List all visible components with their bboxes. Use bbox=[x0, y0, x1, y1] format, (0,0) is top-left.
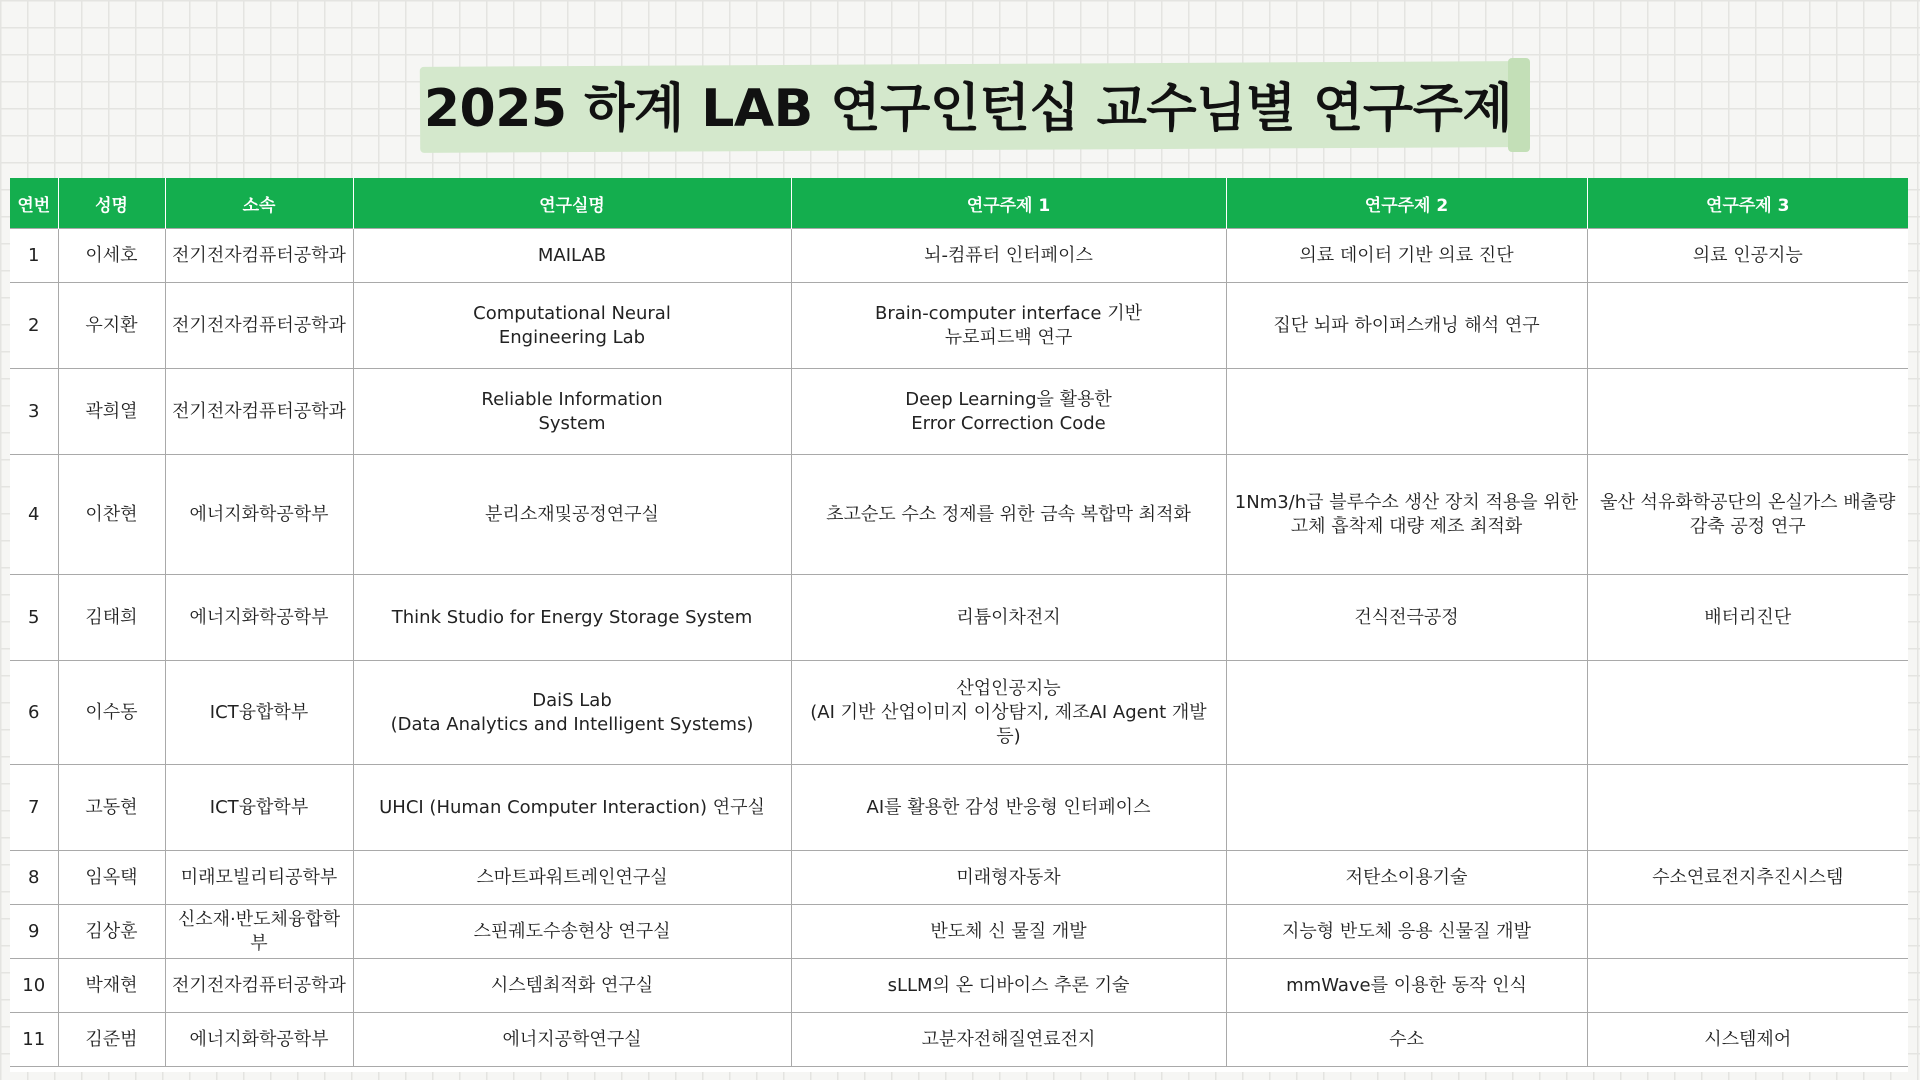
cell-topic-2: 집단 뇌파 하이퍼스캐닝 해석 연구 bbox=[1226, 283, 1587, 369]
cell-department: 전기전자컴퓨터공학과 bbox=[165, 229, 353, 283]
cell-name: 김태희 bbox=[58, 575, 165, 661]
header-lab-name: 연구실명 bbox=[353, 178, 791, 229]
cell-topic-2: 수소 bbox=[1226, 1013, 1587, 1067]
cell-name: 고동현 bbox=[58, 765, 165, 851]
header-topic-1: 연구주제 1 bbox=[791, 178, 1226, 229]
header-topic-3: 연구주제 3 bbox=[1587, 178, 1908, 229]
cell-topic-3: 울산 석유화학공단의 온실가스 배출량 감축 공정 연구 bbox=[1587, 455, 1908, 575]
cell-number: 11 bbox=[10, 1013, 58, 1067]
cell-name: 김상훈 bbox=[58, 905, 165, 959]
cell-number: 6 bbox=[10, 661, 58, 765]
cell-number: 3 bbox=[10, 369, 58, 455]
table-row bbox=[10, 959, 1908, 1013]
cell-topic-1: Brain-computer interface 기반 뉴로피드백 연구 bbox=[791, 283, 1226, 369]
cell-topic-3: 의료 인공지능 bbox=[1587, 229, 1908, 283]
cell-topic-3 bbox=[1587, 905, 1908, 959]
cell-topic-3 bbox=[1587, 369, 1908, 455]
cell-number: 1 bbox=[10, 229, 58, 283]
cell-lab-name: 스핀궤도수송현상 연구실 bbox=[353, 905, 791, 959]
cell-department: 에너지화학공학부 bbox=[165, 455, 353, 575]
table-row bbox=[10, 765, 1908, 851]
cell-lab-name: DaiS Lab (Data Analytics and Intelligent Systems) bbox=[353, 661, 791, 765]
cell-department: 에너지화학공학부 bbox=[165, 575, 353, 661]
cell-name: 박재현 bbox=[58, 959, 165, 1013]
cell-department: 전기전자컴퓨터공학과 bbox=[165, 283, 353, 369]
table-row bbox=[10, 851, 1908, 905]
cell-number: 10 bbox=[10, 959, 58, 1013]
cell-number: 4 bbox=[10, 455, 58, 575]
cell-lab-name: Reliable Information System bbox=[353, 369, 791, 455]
cell-department: 에너지화학공학부 bbox=[165, 1013, 353, 1067]
cell-name: 임옥택 bbox=[58, 851, 165, 905]
cell-topic-3: 수소연료전지추진시스템 bbox=[1587, 851, 1908, 905]
header-department: 소속 bbox=[165, 178, 353, 229]
table-row bbox=[10, 905, 1908, 959]
cell-topic-1: 리튬이차전지 bbox=[791, 575, 1226, 661]
cell-topic-1: 산업인공지능 (AI 기반 산업이미지 이상탐지, 제조AI Agent 개발 등) bbox=[791, 661, 1226, 765]
cell-name: 우지환 bbox=[58, 283, 165, 369]
cell-topic-2: 1Nm3/h급 블루수소 생산 장치 적용을 위한 고체 흡착제 대량 제조 최적화 bbox=[1226, 455, 1587, 575]
cell-topic-1: Deep Learning을 활용한 Error Correction Code bbox=[791, 369, 1226, 455]
table-row bbox=[10, 575, 1908, 661]
cell-number: 8 bbox=[10, 851, 58, 905]
cell-topic-2: 지능형 반도체 응용 신물질 개발 bbox=[1226, 905, 1587, 959]
cell-topic-1: sLLM의 온 디바이스 추론 기술 bbox=[791, 959, 1226, 1013]
cell-number: 2 bbox=[10, 283, 58, 369]
cell-lab-name: 시스템최적화 연구실 bbox=[353, 959, 791, 1013]
cell-topic-3 bbox=[1587, 765, 1908, 851]
cell-lab-name: 스마트파워트레인연구실 bbox=[353, 851, 791, 905]
cell-number: 7 bbox=[10, 765, 58, 851]
research-topics-table-container bbox=[10, 178, 1908, 1072]
cell-topic-1: AI를 활용한 감성 반응형 인터페이스 bbox=[791, 765, 1226, 851]
cell-department: 전기전자컴퓨터공학과 bbox=[165, 959, 353, 1013]
page-title: 2025 하계 LAB 연구인턴십 교수님별 연구주제 bbox=[423, 79, 1513, 139]
cell-topic-1: 뇌-컴퓨터 인터페이스 bbox=[791, 229, 1226, 283]
cell-lab-name: MAILAB bbox=[353, 229, 791, 283]
cell-topic-1: 고분자전해질연료전지 bbox=[791, 1013, 1226, 1067]
cell-topic-1: 초고순도 수소 정제를 위한 금속 복합막 최적화 bbox=[791, 455, 1226, 575]
cell-department: 미래모빌리티공학부 bbox=[165, 851, 353, 905]
cell-number: 5 bbox=[10, 575, 58, 661]
table-body bbox=[10, 229, 1908, 1067]
table-row bbox=[10, 229, 1908, 283]
cell-topic-2: 의료 데이터 기반 의료 진단 bbox=[1226, 229, 1587, 283]
research-topics-table bbox=[10, 178, 1908, 1067]
cell-topic-2: 저탄소이용기술 bbox=[1226, 851, 1587, 905]
cell-name: 이찬현 bbox=[58, 455, 165, 575]
cell-lab-name: Computational Neural Engineering Lab bbox=[353, 283, 791, 369]
cell-name: 김준범 bbox=[58, 1013, 165, 1067]
cell-name: 이세호 bbox=[58, 229, 165, 283]
header-number: 연번 bbox=[10, 178, 58, 229]
cell-lab-name: Think Studio for Energy Storage System bbox=[353, 575, 791, 661]
title-banner bbox=[420, 58, 1530, 150]
header-topic-2: 연구주제 2 bbox=[1226, 178, 1587, 229]
cell-topic-3: 배터리진단 bbox=[1587, 575, 1908, 661]
cell-topic-3: 시스템제어 bbox=[1587, 1013, 1908, 1067]
cell-department: 신소재·반도체융합학부 bbox=[165, 905, 353, 959]
cell-lab-name: 분리소재및공정연구실 bbox=[353, 455, 791, 575]
cell-lab-name: UHCI (Human Computer Interaction) 연구실 bbox=[353, 765, 791, 851]
cell-name: 이수동 bbox=[58, 661, 165, 765]
cell-name: 곽희열 bbox=[58, 369, 165, 455]
cell-topic-3 bbox=[1587, 283, 1908, 369]
cell-number: 9 bbox=[10, 905, 58, 959]
table-row bbox=[10, 1013, 1908, 1067]
cell-topic-3 bbox=[1587, 661, 1908, 765]
cell-topic-1: 미래형자동차 bbox=[791, 851, 1226, 905]
table-row bbox=[10, 369, 1908, 455]
cell-department: ICT융합학부 bbox=[165, 765, 353, 851]
header-name: 성명 bbox=[58, 178, 165, 229]
cell-topic-1: 반도체 신 물질 개발 bbox=[791, 905, 1226, 959]
cell-department: 전기전자컴퓨터공학과 bbox=[165, 369, 353, 455]
cell-topic-2 bbox=[1226, 369, 1587, 455]
cell-department: ICT융합학부 bbox=[165, 661, 353, 765]
table-header-row bbox=[10, 178, 1908, 229]
table-row bbox=[10, 455, 1908, 575]
cell-topic-3 bbox=[1587, 959, 1908, 1013]
cell-topic-2 bbox=[1226, 765, 1587, 851]
cell-topic-2: mmWave를 이용한 동작 인식 bbox=[1226, 959, 1587, 1013]
cell-topic-2 bbox=[1226, 661, 1587, 765]
cell-topic-2: 건식전극공정 bbox=[1226, 575, 1587, 661]
table-row bbox=[10, 283, 1908, 369]
cell-lab-name: 에너지공학연구실 bbox=[353, 1013, 791, 1067]
table-row bbox=[10, 661, 1908, 765]
